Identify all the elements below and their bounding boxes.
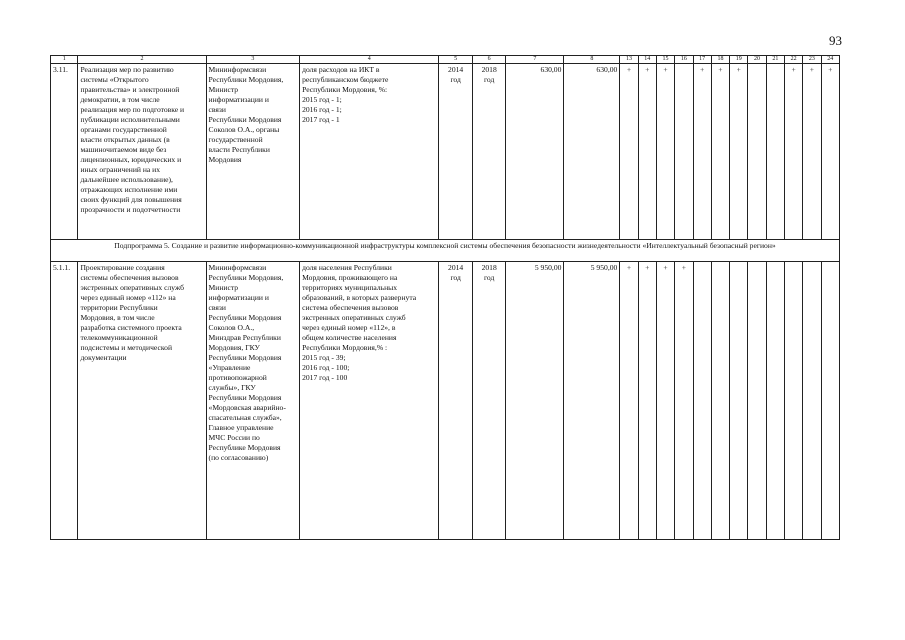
table-row [51, 64, 840, 240]
indicator-text: доля населения Республики Мордовия, проживающего на территориях муниципальных образований, в которых развернута система обеспечения вызовов экстренных оперативных служб через единый номер «112», в общем количестве населения Республики Мордовия,% : 2015 год - 39; 2016 год - 100; 2017 год - 100 [302, 263, 417, 383]
row-number: 3.11. [51, 64, 78, 240]
indicator-text: доля расходов на ИКТ в республиканском бюджете Республики Мордовия, %: 2015 год - 1; 2016 год - 1; 2017 год - 1 [302, 65, 389, 125]
col-header: 3 [206, 56, 300, 64]
measure-text: Реализация мер по развитию системы «Открытого правительства» и электронной демократии, в том числе реализация мер по подготовке и публикации исполнительными органами государственной власти открытых данных (в машиночитаемом виде без лицензионных, юридических и иных ограничений на их дальнейшее использование), отражающих исполнение ими своих функций для повышения прозрачности и подотчетности [80, 65, 185, 215]
indicator-cell [300, 262, 439, 540]
mark-cell [821, 262, 839, 540]
measure-cell [78, 262, 206, 540]
end-year-cell [472, 262, 506, 540]
end-year: 2018 год [481, 65, 497, 85]
col-header: 13 [620, 56, 638, 64]
col-header: 19 [730, 56, 748, 64]
executor-cell [206, 64, 300, 240]
col-header: 20 [748, 56, 766, 64]
mark-cell [803, 262, 821, 540]
start-year-cell [439, 64, 473, 240]
col-header: 1 [51, 56, 78, 64]
mark-cell [748, 64, 766, 240]
mark-cell: + [656, 64, 674, 240]
mark-cell: + [711, 64, 729, 240]
col-header: 6 [472, 56, 506, 64]
sum-total: 630,00 [506, 64, 564, 240]
col-header: 24 [821, 56, 839, 64]
mark-cell [675, 64, 693, 240]
mark-cell: + [675, 262, 693, 540]
subprogram-title: Подпрограмма 5. Создание и развитие информационно-коммуникационной инфраструктуры комплексной системы обеспечения безопасности жизнедеятельности «Интеллектуальный безопасный регион» [51, 240, 840, 262]
indicator-cell [300, 64, 439, 240]
start-year: 2014 год [448, 263, 464, 283]
mark-cell: + [620, 64, 638, 240]
mark-cell: + [638, 262, 656, 540]
mark-cell: + [803, 64, 821, 240]
mark-cell: + [730, 64, 748, 240]
mark-cell: + [784, 64, 802, 240]
column-number-row [51, 56, 840, 64]
col-header: 7 [506, 56, 564, 64]
measure-cell [78, 64, 206, 240]
col-header: 15 [656, 56, 674, 64]
mark-cell [766, 262, 784, 540]
measure-text: Проектирование создания системы обеспечения вызовов экстренных оперативных служб через единый номер «112» на территории Республики Мордовия, в том числе разработка системного проекта телекоммуникационной подсистемы и методической документации [80, 263, 184, 363]
col-header: 21 [766, 56, 784, 64]
sum-budget: 5 950,00 [564, 262, 620, 540]
mark-cell: + [638, 64, 656, 240]
col-header: 22 [784, 56, 802, 64]
col-header: 16 [675, 56, 693, 64]
sum-budget: 630,00 [564, 64, 620, 240]
end-year: 2018 год [481, 263, 497, 283]
col-header: 5 [439, 56, 473, 64]
mark-cell [766, 64, 784, 240]
executor-cell [206, 262, 300, 540]
mark-cell [711, 262, 729, 540]
mark-cell: + [656, 262, 674, 540]
executor-text: Мининформсвязи Республики Мордовия, Министр информатизации и связи Республики Мордовия Соколов О.А., Минздрав Республики Мордовия, ГКУ Республики Мордовия «Управление противопожарной службы», ГКУ Республики Мордовия «Мордовская аварийно- спасательная служба», Главное управление МЧС России по Республике Мордовия (по согласованию) [208, 263, 286, 463]
col-header: 23 [803, 56, 821, 64]
col-header: 2 [78, 56, 206, 64]
mark-cell: + [821, 64, 839, 240]
program-table [50, 55, 840, 540]
mark-cell [730, 262, 748, 540]
col-header: 17 [693, 56, 711, 64]
start-year: 2014 год [448, 65, 464, 85]
mark-cell [748, 262, 766, 540]
start-year-cell [439, 262, 473, 540]
table-row [51, 262, 840, 540]
col-header: 18 [711, 56, 729, 64]
col-header: 8 [564, 56, 620, 64]
sum-total: 5 950,00 [506, 262, 564, 540]
executor-text: Мининформсвязи Республики Мордовия, Министр информатизации и связи Республики Мордовия Соколов О.А., органы государственной власти Республики Мордовия [208, 65, 284, 165]
mark-cell [693, 262, 711, 540]
page-number: 93 [829, 33, 842, 48]
mark-cell: + [620, 262, 638, 540]
mark-cell [784, 262, 802, 540]
row-number: 5.1.1. [51, 262, 78, 540]
subprogram-row [51, 240, 840, 262]
end-year-cell [472, 64, 506, 240]
col-header: 4 [300, 56, 439, 64]
col-header: 14 [638, 56, 656, 64]
mark-cell: + [693, 64, 711, 240]
